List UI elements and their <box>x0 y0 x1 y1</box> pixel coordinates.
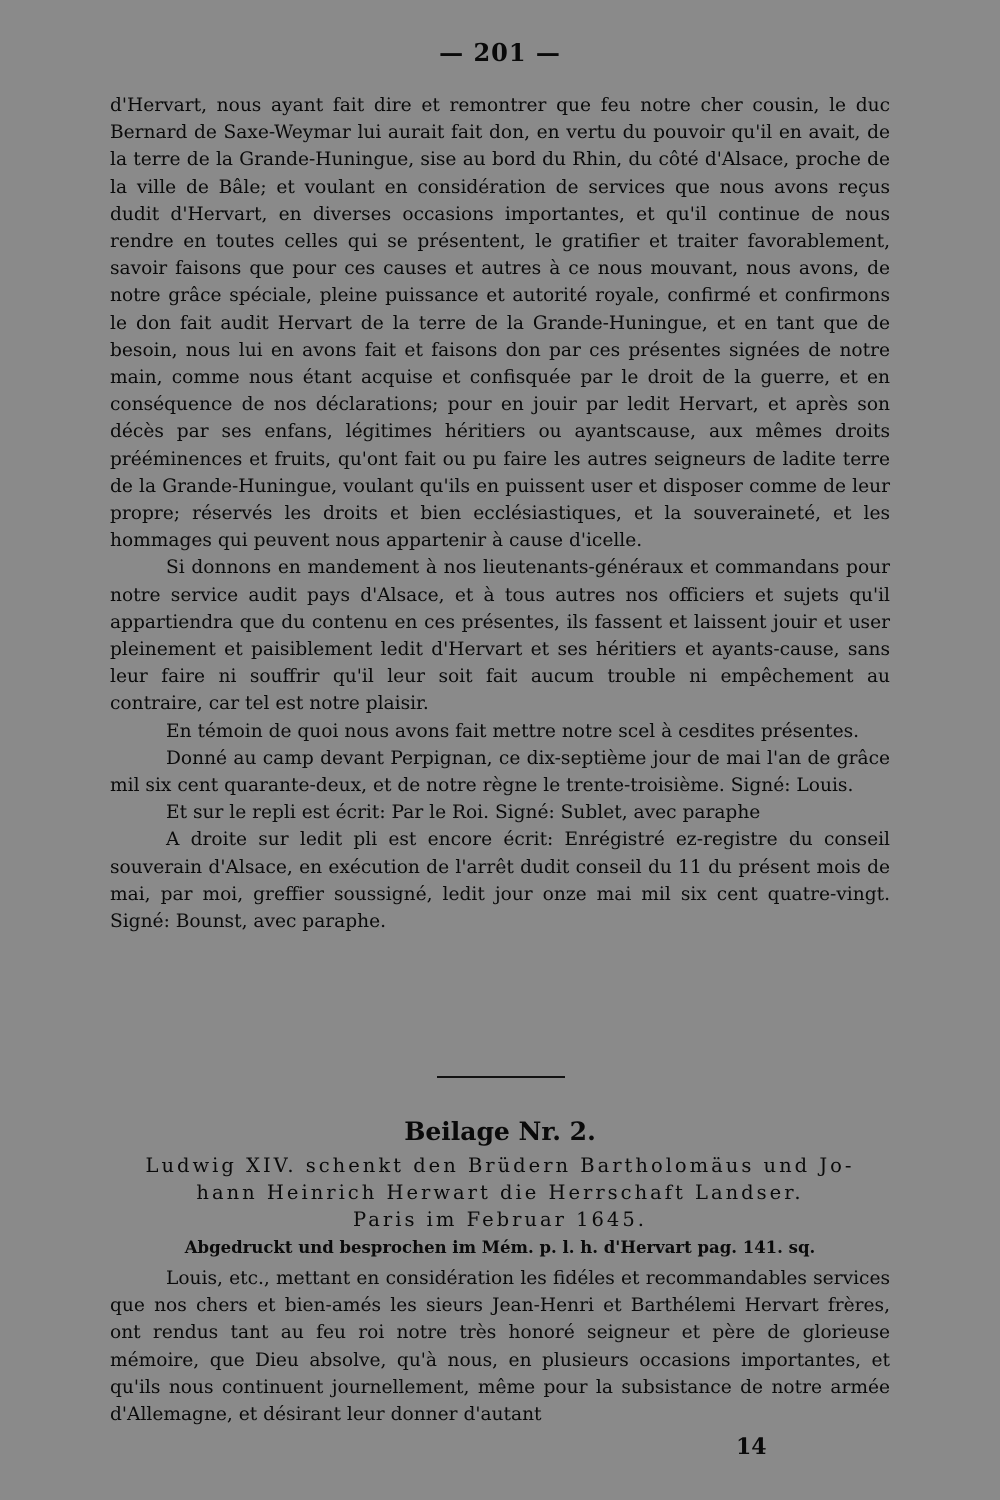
paragraph-given: Donné au camp devant Perpignan, ce dix-septième jour de mai l'an de grâce mil six cent quarante-deux, et de notre règne le trente-troisième. Signé: Louis. <box>110 747 890 797</box>
beilage-title: Beilage Nr. 2. <box>404 1117 596 1146</box>
page-number: — 201 — <box>439 38 561 67</box>
beilage-subtitle-line2: hann Heinrich Herwart die Herrschaft Landser. <box>196 1181 804 1204</box>
beilage-paragraph: Louis, etc., mettant en considération les fidéles et recommandables services que nos chers et bien-amés les sieurs Jean-Henri et Barthélemi Hervart frères, ont rendus tant au feu roi notre très honoré seigneur et père de glorieuse mémoire, que Dieu absolve, qu'à nous, en plusieurs occasions importantes, et qu'ils nous continuent journellement, même pour la subsistance de notre armée d'Allemagne, et désirant leur donner d'autant <box>110 1268 890 1426</box>
beilage-text <box>110 1265 890 1428</box>
signature-mark: 14 <box>736 1434 767 1460</box>
paragraph-witness: En témoin de quoi nous avons fait mettre notre scel à cesdites présentes. <box>166 720 860 742</box>
beilage-heading <box>110 1112 890 1263</box>
beilage-subtitle-line1: Ludwig XIV. schenkt den Brüdern Bartholomäus und Jo- <box>145 1154 855 1177</box>
section-divider <box>437 1076 565 1078</box>
beilage-note: Abgedruckt und besprochen im Mém. p. l. h. d'Hervart pag. 141. sq. <box>184 1238 816 1257</box>
paragraph-registered: A droite sur ledit pli est encore écrit: Enrégistré ez-registre du conseil souverain d'Alsace, en exécution de l'arrêt dudit conseil du 11 du présent mois de mai, par moi, greffier soussigné, ledit jour onze mai mil six cent quatre-vingt. Signé: Bounst, avec paraphe. <box>110 829 890 933</box>
paragraph-repli: Et sur le repli est écrit: Par le Roi. Signé: Sublet, avec paraphe <box>166 802 761 824</box>
main-text <box>110 92 890 935</box>
beilage-place-date: Paris im Februar 1645. <box>353 1208 647 1231</box>
paragraph-mandate: Si donnons en mandement à nos lieutenants-généraux et commandans pour notre service audit pays d'Alsace, et à tous autres nos officiers et sujets qu'il appartiendra que du contenu en ces présentes, ils fassent et laissent jouir et user pleinement et paisiblement ledit d'Hervart et ses héritiers et ayants-cause, sans leur faire ni souffrir qu'il leur soit fait aucum trouble ni empêchement au contraire, car tel est notre plaisir. <box>110 557 890 715</box>
paragraph-grant: d'Hervart, nous ayant fait dire et remontrer que feu notre cher cousin, le duc Bernard de Saxe-Weymar lui aurait fait don, en vertu du pouvoir qu'il en avait, de la terre de la Grande-Huningue, sise au bord du Rhin, du côté d'Alsace, proche de la ville de Bâle; et voulant en considération de services que nous avons reçus dudit d'Hervart, en diverses occasions importantes, et qu'il continue de nous rendre en toutes celles qui se présentent, le gratifier et traiter favorablement, savoir faisons que pour ces causes et autres à ce nous mouvant, nous avons, de notre grâce spéciale, pleine puissance et autorité royale, confirmé et confirmons le don fait audit Hervart de la terre de la Grande-Huningue, et en tant que de besoin, nous lui en avons fait et faisons don par ces présentes signées de notre main, comme nous étant acquise et confisquée par le droit de la guerre, et en conséquence de nos déclarations; pour en jouir par ledit Hervart, et après son décès par ses enfans, légitimes héritiers ou ayantscause, aux mêmes droits prééminences et fruits, qu'ont fait ou pu faire les autres seigneurs de ladite terre de la Grande-Huningue, voulant qu'ils en puissent user et disposer comme de leur propre; réservés les droits et bien ecclésiastiques, et la souveraineté, et les hommages qui peuvent nous appartenir à cause d'icelle. <box>110 95 890 552</box>
